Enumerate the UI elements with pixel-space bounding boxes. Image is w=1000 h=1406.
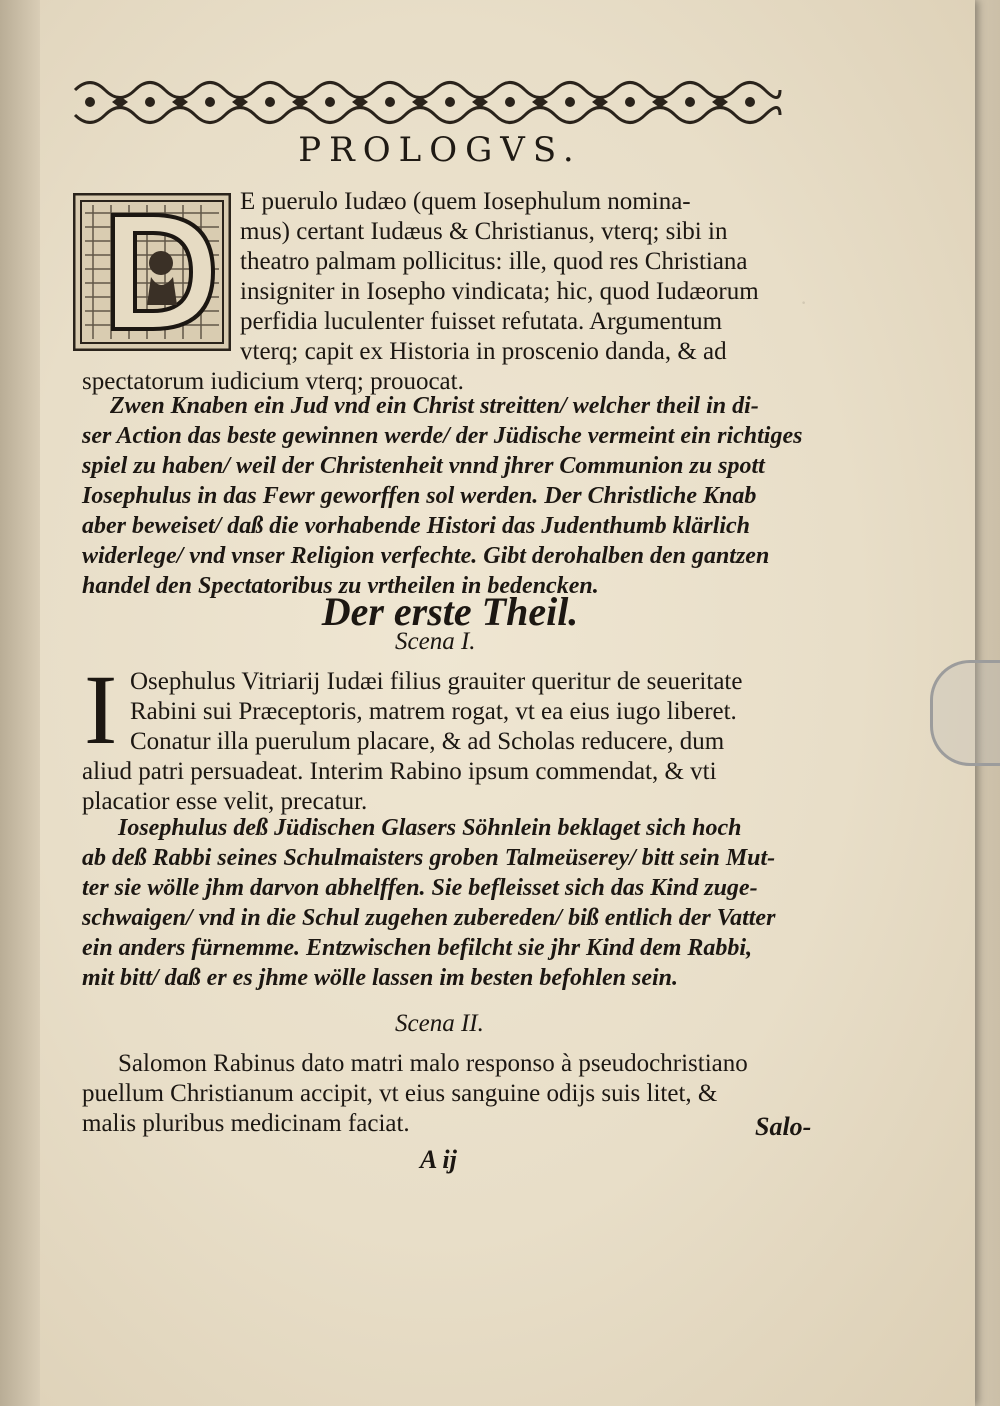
text-line: spectatorum iudicium vterq; prouocat.: [82, 368, 464, 395]
bleed-through: ·: [800, 290, 808, 315]
text-line: Salomon Rabinus dato matri malo responso à pseudochristiano: [118, 1050, 748, 1077]
signature-mark: A ij: [420, 1145, 457, 1174]
text-line: vterq; capit ex Historia in proscenio danda, & ad: [240, 338, 727, 365]
text-line: widerlege/ vnd vnser Religion verfechte. Gibt derohalben den gantzen: [82, 543, 770, 569]
text-line: aliud patri persuadeat. Interim Rabino ipsum commendat, & vti: [82, 758, 717, 785]
text-line: mus) certant Iudæus & Christianus, vterq; sibi in: [240, 218, 728, 245]
text-line: malis pluribus medicinam faciat.: [82, 1110, 410, 1137]
text-line: aber beweiset/ daß die vorhabende Histori das Judenthumb klärlich: [82, 513, 751, 539]
decorated-initial-d: [73, 193, 231, 351]
ornamental-border: [70, 70, 785, 136]
text-line: E puerulo Iudæo (quem Iosephulum nomina-: [240, 188, 691, 215]
scena-2-label: Scena II.: [395, 1010, 484, 1037]
text-line: theatro palmam pollicitus: ille, quod res Christiana: [240, 248, 748, 275]
text-line: Iosephulus deß Jüdischen Glasers Söhnlein beklaget sich hoch: [118, 815, 742, 841]
text-line: ein anders fürnemme. Entzwischen befilcht sie jhr Kind dem Rabbi,: [82, 935, 753, 961]
page-gutter: [0, 0, 40, 1406]
text-line: perfidia luculenter fuisset refutata. Argumentum: [240, 308, 723, 335]
text-line: ter sie wölle jhm darvon abhelffen. Sie befleisset sich das Kind zuge-: [82, 875, 758, 901]
text-line: ser Action das beste gewinnen werde/ der Jüdische vermeint ein richtiges: [82, 423, 803, 449]
text-line: Conatur illa puerulum placare, & ad Scholas reducere, dum: [130, 728, 725, 755]
text-line: mit bitt/ daß er es jhme wölle lassen im besten befohlen sein.: [82, 965, 679, 991]
text-line: Rabini sui Præceptoris, matrem rogat, vt ea eius iugo liberet.: [130, 698, 737, 725]
text-line: placatior esse velit, precatur.: [82, 788, 368, 815]
page-title: PROLOGVS.: [298, 130, 582, 170]
text-line: schwaigen/ vnd in die Schul zugehen zubereden/ biß entlich der Vatter: [82, 905, 776, 931]
text-line: insigniter in Iosepho vindicata; hic, quod Iudæorum: [240, 278, 759, 305]
catchword: Salo-: [755, 1112, 812, 1141]
text-line: puellum Christianum accipit, vt eius sanguine odijs suis litet, &: [82, 1080, 718, 1107]
text-line: Zwen Knaben ein Jud vnd ein Christ streitten/ welcher theil in di-: [110, 393, 759, 419]
text-line: spiel zu haben/ weil der Christenheit vnnd jhrer Communion zu spott: [82, 453, 765, 479]
text-line: ab deß Rabbi seines Schulmaisters groben Talmeüserey/ bitt sein Mut-: [82, 845, 776, 871]
section-heading: Der erste Theil.: [321, 589, 579, 634]
initial-i: I: [84, 654, 118, 765]
text-line: Osephulus Vitriarij Iudæi filius grauiter queritur de seueritate: [130, 668, 743, 695]
text-line: Iosephulus in das Fewr geworffen sol werden. Der Christliche Knab: [82, 483, 757, 509]
text-line: handel den Spectatoribus zu vrtheilen in bedencken.: [82, 573, 599, 599]
scena-1-label: Scena I.: [395, 628, 476, 655]
paper-clip: [930, 660, 1000, 766]
